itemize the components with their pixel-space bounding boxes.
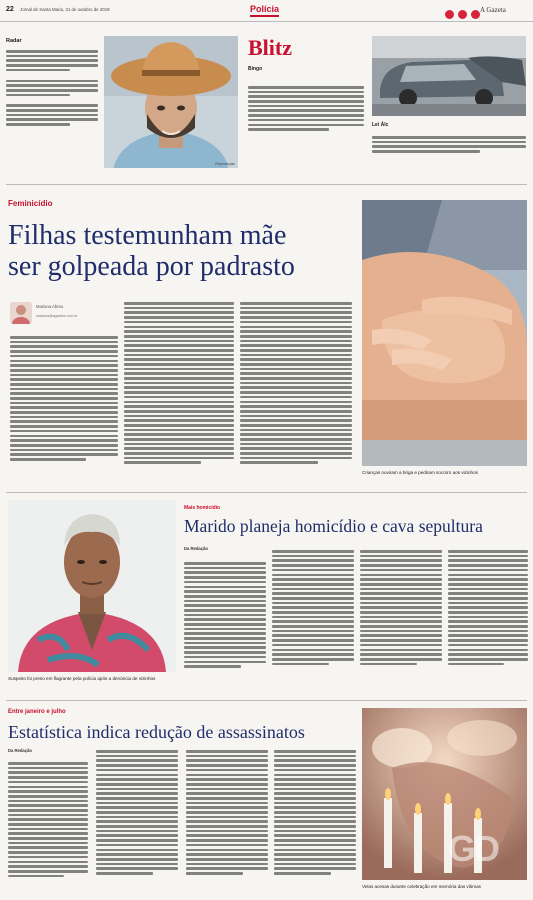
text-line xyxy=(6,64,98,67)
feature-hands-photo xyxy=(362,200,527,466)
second-headline: Marido planeja homicídio e cava sepultura xyxy=(184,516,483,536)
car-image xyxy=(372,36,526,116)
blitz-title: Blitz xyxy=(248,35,292,60)
second-column-4 xyxy=(448,548,528,667)
man-with-hat-image xyxy=(104,36,238,168)
text-line xyxy=(6,118,98,121)
feature-column-3 xyxy=(240,300,352,466)
text-line xyxy=(248,109,364,112)
section-divider xyxy=(6,700,527,701)
text-line xyxy=(6,84,98,87)
second-column-2 xyxy=(272,548,354,667)
third-column-3 xyxy=(186,748,268,877)
section-divider xyxy=(6,492,527,493)
lei-label: Lei Álc xyxy=(372,122,389,128)
blitz-car-photo xyxy=(372,36,526,116)
text-line xyxy=(248,119,364,122)
feature-kicker: Feminicídio xyxy=(8,199,53,208)
text-line xyxy=(248,91,364,94)
third-byline: Da Redação xyxy=(8,748,32,753)
text-line xyxy=(6,114,98,117)
blitz-portrait-photo xyxy=(104,36,238,168)
text-line xyxy=(6,80,98,83)
author-avatar xyxy=(10,302,32,324)
third-column-4 xyxy=(274,748,356,877)
headline-line-1: Filhas testemunham mãe xyxy=(8,220,287,251)
page-header xyxy=(0,0,533,22)
feature-column-1 xyxy=(10,334,118,463)
suspect-photo xyxy=(8,500,176,672)
second-column-3 xyxy=(360,548,442,667)
text-line xyxy=(6,123,70,126)
section-label: Polícia xyxy=(250,4,279,17)
text-line xyxy=(6,69,70,72)
blitz-sub-label: Bingo xyxy=(248,66,263,72)
candles-image xyxy=(362,708,527,880)
text-line xyxy=(248,128,329,131)
text-line xyxy=(6,104,98,107)
photo-credit: Reprodução xyxy=(215,162,235,166)
brand-name: A Gazeta xyxy=(480,6,506,14)
text-line xyxy=(6,59,98,62)
text-line xyxy=(372,150,480,153)
text-line xyxy=(372,141,526,144)
second-byline: Da Redação xyxy=(184,546,208,551)
text-line xyxy=(372,145,526,148)
text-line xyxy=(248,95,364,98)
text-line xyxy=(248,100,364,103)
second-kicker: Mais homicídio xyxy=(184,505,221,511)
suspect-photo-caption: Suspeito foi preso em flagrante pela polícia após a denúncia de vizinhos xyxy=(8,676,156,681)
text-line xyxy=(248,124,364,127)
blitz-right-text xyxy=(372,122,526,155)
blitz-section xyxy=(248,36,364,133)
instagram-icon xyxy=(471,10,480,19)
third-headline: Estatística indica redução de assassinatos xyxy=(8,722,305,742)
third-kicker: Entre janeiro e julho xyxy=(8,709,66,715)
watermark-logo: GD xyxy=(448,828,498,869)
third-column-2 xyxy=(96,748,178,877)
blitz-left-column xyxy=(6,38,98,128)
feature-headline xyxy=(8,220,358,282)
twitter-icon xyxy=(458,10,467,19)
headline-line-2: ser golpeada por padrasto xyxy=(8,251,295,282)
feature-photo-caption: Crianças ouviram a briga e pediram socorro aos vizinhos xyxy=(362,470,478,475)
third-column-1 xyxy=(8,760,88,879)
facebook-icon xyxy=(445,10,454,19)
candles-photo xyxy=(362,708,527,880)
child-hands-image xyxy=(362,200,527,466)
author-name: Mariana Abreu xyxy=(36,304,64,309)
section-divider xyxy=(6,184,527,185)
page-number: 22 xyxy=(6,6,14,13)
text-line xyxy=(248,105,364,108)
older-man-image xyxy=(8,500,176,672)
second-column-1 xyxy=(184,560,266,670)
text-line xyxy=(6,109,98,112)
radar-title: Radar xyxy=(6,38,22,44)
feature-column-2 xyxy=(124,300,234,466)
candles-photo-caption: Velas acesas durante celebração em memória das vítimas xyxy=(362,884,481,889)
text-line xyxy=(6,94,70,97)
text-line xyxy=(6,89,98,92)
text-line xyxy=(248,114,364,117)
author-block xyxy=(10,300,120,328)
text-line xyxy=(6,55,98,58)
text-line xyxy=(372,136,526,139)
text-line xyxy=(248,86,364,89)
social-icons xyxy=(445,6,480,24)
text-line xyxy=(6,50,98,53)
edition-line: Jornal de Santa Maria, 31 de outubro de 2019 xyxy=(20,7,110,12)
author-role: mariana@agazeta.com.br xyxy=(36,314,78,318)
